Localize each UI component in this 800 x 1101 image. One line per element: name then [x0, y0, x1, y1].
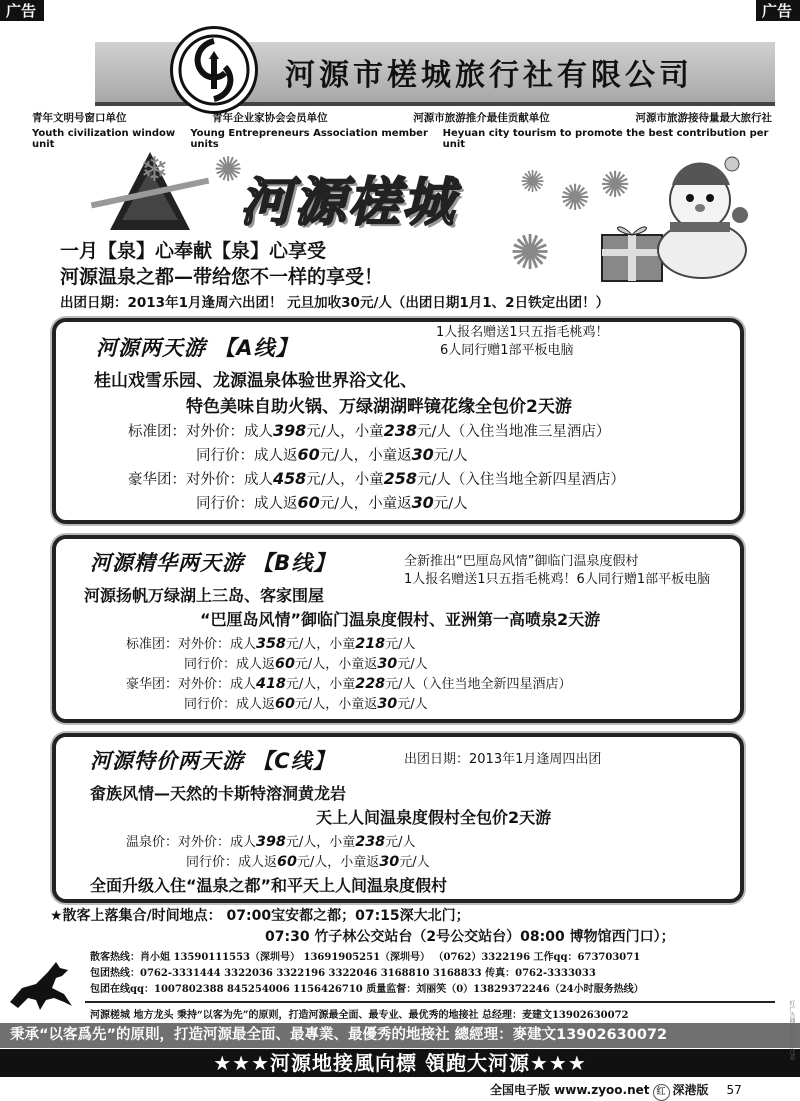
line-a-highlight-2: 特色美味自助火锅、万绿湖湖畔镜花缘全包价2天游	[186, 397, 572, 417]
line-c-highlight-1: 畲族风情—天然的卡斯特溶洞黄龙岩	[90, 784, 347, 803]
tour-line-c	[52, 733, 744, 903]
motto-bar: 秉承“以客爲先”的原則，打造河源最全面、最專業、最優秀的地接社 總經理：麥建文13902630072	[0, 1023, 800, 1048]
line-c-upgrade: 全面升级入住“温泉之都”和平天上人间温泉度假村	[90, 876, 448, 895]
logo-emblem-icon	[173, 29, 255, 111]
tour-line-a	[52, 318, 744, 524]
ad-label-right: 广告	[756, 0, 800, 21]
line-b-promo-2: 1人报名赠送1只五指毛桃鸡！6人同行赠1部平板电脑	[404, 572, 711, 587]
honor-en-1: Youth civilization window unit	[32, 128, 176, 150]
line-b-highlight-1: 河源扬帆万绿湖上三岛、客家围屋	[84, 586, 325, 605]
snowflake-icon: ✺	[520, 165, 546, 200]
line-b-promo-1: 全新推出“巴厘岛风情”御临门温泉度假村	[404, 554, 639, 569]
line-c-departure: 出团日期：2013年1月逢周四出团	[404, 752, 602, 767]
line-a-price-row: 同行价：成人返60元/人，小童返30元/人	[196, 445, 468, 464]
snowflake-icon: ✺	[214, 150, 243, 190]
snowflake-icon: ❄	[140, 150, 169, 190]
snowflake-icon: ✺	[560, 178, 591, 219]
side-print-note: 红广告网站刊登请注意	[788, 1000, 795, 1060]
line-b-price-row: 豪华团：对外价：成人418元/人，小童228元/人（入住当地全新四星酒店）	[126, 676, 572, 692]
honor-cn-1: 青年文明号窗口单位	[32, 112, 127, 124]
line-b-highlight-2: “巴厘岛风情”御临门温泉度假村、亚洲第一高喷泉2天游	[200, 610, 601, 629]
footer-badge: 红	[653, 1084, 670, 1101]
snowflake-icon: ✺	[600, 165, 631, 206]
banner-bar: ★★★河源地接風向標 領跑大河源★★★	[0, 1049, 800, 1077]
contacts-block	[90, 950, 790, 998]
honor-cn-4: 河源市旅游接待量最大旅行社	[635, 112, 772, 124]
footer-site: 全国电子版 www.zyoo.net	[490, 1083, 650, 1097]
line-c-price-row: 同行价：成人返60元/人，小童返30元/人	[186, 854, 430, 870]
line-a-promo-2: 6人同行赠1部平板电脑	[440, 343, 574, 358]
line-a-highlight-1: 桂山戏雪乐园、龙源温泉体验世界浴文化、	[94, 371, 417, 391]
hero-title: 河源槎城	[240, 173, 457, 233]
footer-edition: 深港版	[672, 1083, 709, 1097]
company-name: 河源市槎城旅行社有限公司	[285, 58, 693, 93]
line-c-highlight-2: 天上人间温泉度假村全包价2天游	[316, 808, 552, 827]
line-c-price-row: 温泉价：对外价：成人398元/人，小童238元/人	[126, 834, 416, 850]
honor-en-3: Heyuan city tourism to promote the best contribution per unit	[442, 128, 769, 150]
honors-section	[32, 110, 772, 150]
honor-cn-3: 河源市旅游推介最佳贡献单位	[413, 112, 550, 124]
snowflake-icon: ✺	[510, 225, 551, 281]
hero-slogan-2: 河源温泉之都—带给您不一样的享受！	[60, 266, 384, 288]
departure-note: 出团日期：2013年1月逢周六出团！ 元旦加收30元/人（出团日期1月1、2日铁定出团！）	[60, 295, 610, 311]
line-a-price-row: 豪华团：对外价：成人458元/人，小童258元/人（入住当地全新四星酒店）	[128, 469, 625, 488]
line-b-price-row: 同行价：成人返60元/人，小童返30元/人	[184, 696, 428, 712]
meeting-points-line-2: 07:30 竹子林公交站台（2号公交站台）08:00 博物馆西门口）；	[265, 929, 675, 945]
horse-logo-icon	[6, 958, 76, 1013]
ad-label-left: 广告	[0, 0, 44, 21]
line-b-price-row: 同行价：成人返60元/人，小童返30元/人	[184, 656, 428, 672]
line-a-price-row: 标准团：对外价：成人398元/人，小童238元/人（入住当地准三星酒店）	[128, 421, 611, 440]
contact-row-individual: 散客热线：肖小姐 13590111553（深圳号） 13691905251（深圳号） （0762）3322196 工作qq：673703071	[90, 952, 641, 963]
snowman-icon	[640, 150, 760, 280]
page-number: 57	[726, 1083, 742, 1097]
contact-row-group: 包团热线：0762-3331444 3322036 3322196 3322046 3168810 3168833 传真：0762-3333033	[90, 968, 596, 979]
hero-slogan-1: 一月【泉】心奉献【泉】心享受	[60, 240, 327, 262]
contact-row-online: 包团在线qq：1007802388 845254006 1156426710 质量监督：刘丽笑（0）13829372246（24小时服务热线）	[90, 984, 644, 995]
line-c-title: 河源特价两天游 【C线】	[90, 749, 335, 773]
line-a-price-row: 同行价：成人返60元/人，小童返30元/人	[196, 493, 468, 512]
honor-cn-2: 青年企业家协会会员单位	[212, 112, 328, 124]
meeting-points-line-1: ★散客上落集合/时间地点： 07:00宝安都之都；07:15深大北门；	[50, 908, 470, 924]
divider	[85, 1001, 775, 1003]
line-b-title: 河源精华两天游 【B线】	[90, 551, 336, 575]
line-a-title: 河源两天游 【A线】	[96, 336, 298, 360]
company-logo	[170, 26, 258, 114]
line-a-promo-1: 1人报名赠送1只五指毛桃鸡！	[436, 325, 609, 340]
honor-en-2: Young Entrepreneurs Association member units	[190, 128, 428, 150]
line-b-price-row: 标准团：对外价：成人358元/人，小童218元/人	[126, 636, 416, 652]
motto-line: 河源槎城 地方龙头 秉持“以客为先”的原则，打造河源最全面、最专业、最优秀的地接社 总经理：麦建文13902630072	[90, 1010, 629, 1021]
page-footer	[490, 1081, 742, 1101]
tour-line-b	[52, 535, 744, 723]
